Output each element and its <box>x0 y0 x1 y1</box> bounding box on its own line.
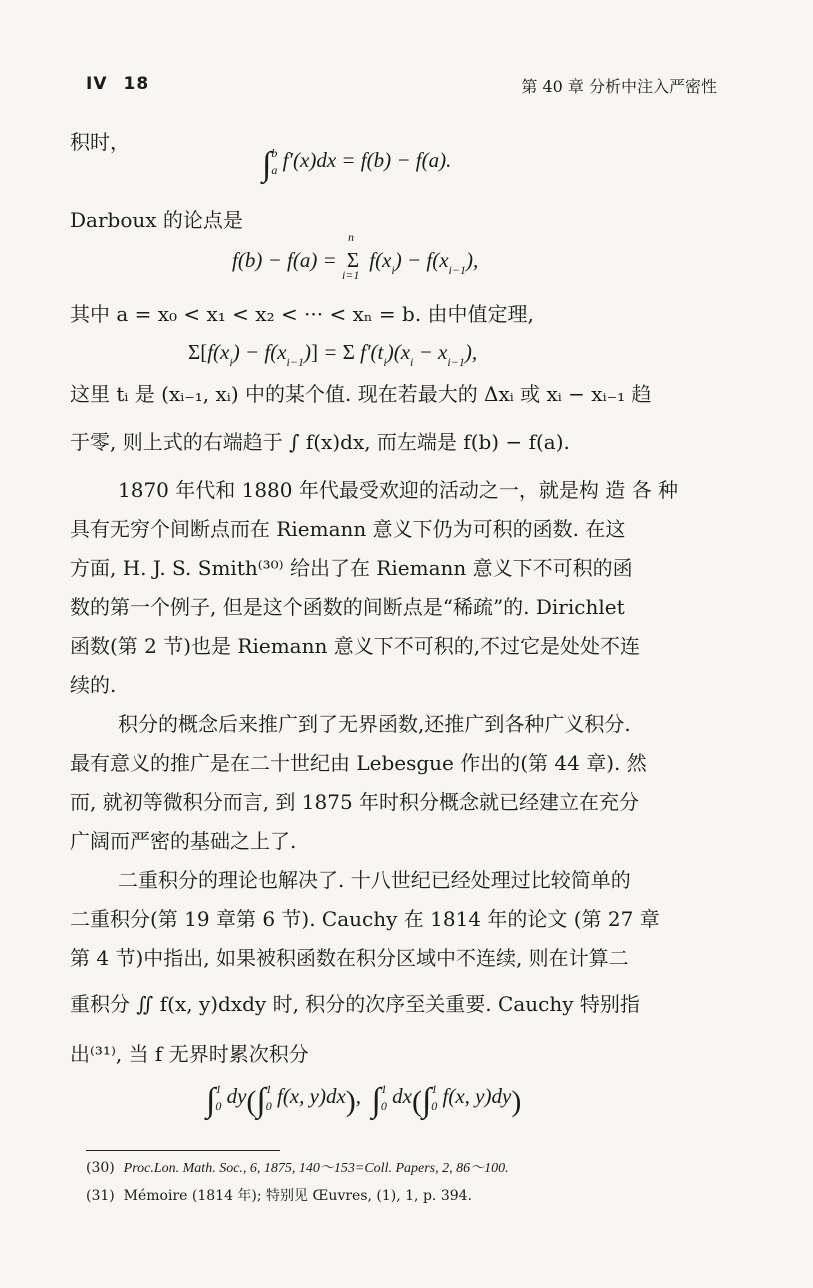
text-line: 这里 tᵢ 是 (xᵢ₋₁, xᵢ) 中的某个值. 现在若最大的 Δxᵢ 或 xᵢ − xᵢ₋₁ 趋 <box>70 382 652 406</box>
chapter-title: 第 40 章 分析中注入严密性 <box>521 77 717 96</box>
paragraph-3-line: 二重积分的理论也解决了. 十八世纪已经处理过比较简单的 <box>118 868 631 892</box>
paragraph-1-line: 函数(第 2 节)也是 Riemann 意义下不可积的,不过它是处处不连 <box>70 634 641 658</box>
sum-operator: n Σ i=1 <box>341 230 360 282</box>
paragraph-3-line: 二重积分(第 19 章第 6 节). Cauchy 在 1814 年的论文 (第 27 章 <box>70 907 660 931</box>
paragraph-1-line: 数的第一个例子, 但是这个函数的间断点是“稀疏”的. Dirichlet <box>70 595 625 619</box>
integral-sign: ∫ <box>262 146 272 183</box>
text-line: 其中 a = x₀ < x₁ < x₂ < ··· < xₙ = b. 由中值定理, <box>70 302 534 326</box>
equation-1-body: f′(x)dx = f(b) − f(a). <box>282 148 452 172</box>
paragraph-1-line: 方面, H. J. S. Smith⁽³⁰⁾ 给出了在 Riemann 意义下不可积的函 <box>70 556 633 580</box>
paragraph-3-line: 第 4 节)中指出, 如果被积函数在积分区域中不连续, 则在计算二 <box>70 946 629 970</box>
equation-1: $\int_a^b$ f′(x)dx = f(b) − f(a). <box>262 146 452 183</box>
footnote-30: (30) Proc.Lon. Math. Soc., 6, 1875, 140～153=Coll. Papers, 2, 86～100. <box>86 1160 509 1176</box>
paragraph-2-line: 而, 就初等微积分而言, 到 1875 年时积分概念就已经建立在充分 <box>70 790 640 814</box>
text-line: 积时， <box>70 130 130 154</box>
equation-2: f(b) − f(a) = n Σ i=1 $f(x_i) - f(x_{i-1})$, <box>232 230 479 282</box>
footnote-divider <box>86 1150 280 1151</box>
paragraph-3-line: 重积分 ∬ f(x, y)dxdy 时, 积分的次序至关重要. Cauchy 特别指 <box>70 992 640 1016</box>
text-line: Darboux 的论点是 <box>70 208 243 232</box>
paragraph-1-line: 1870 年代和 1880 年代最受欢迎的活动之一，就是构 造 各 种 <box>118 478 678 502</box>
paragraph-1-line: 具有无穷个间断点而在 Riemann 意义下仍为可积的函数. 在这 <box>70 517 626 541</box>
footnote-31: (31) Mémoire (1814 年); 特别见 Œuvres, (1), 1, p. 394. <box>86 1188 472 1204</box>
chapter-marker: IV <box>86 74 108 94</box>
paragraph-3-line: 出⁽³¹⁾, 当 f 无界时累次积分 <box>70 1042 309 1066</box>
equation-4: $\int_0^1$ $dy(\int_0^1$ f(x, y)dx), $\int_0^1$ $dx(\int_0^1$ f(x, y)dy) <box>206 1082 522 1119</box>
paragraph-2-line: 积分的概念后来推广到了无界函数,还推广到各种广义积分. <box>118 712 631 736</box>
page-number-block <box>86 74 165 94</box>
paragraph-2-line: 广阔而严密的基础之上了. <box>70 829 297 853</box>
text-line: 于零, 则上式的右端趋于 ∫ f(x)dx, 而左端是 f(b) − f(a). <box>70 430 570 454</box>
paragraph-2-line: 最有意义的推广是在二十世纪由 Lebesgue 作出的(第 44 章). 然 <box>70 751 647 775</box>
paragraph-1-line: 续的. <box>70 673 117 697</box>
page-number: 18 <box>123 74 150 94</box>
equation-3: $\Sigma[f(x_i) - f(x_{i-1})] = \Sigma$ $f'(t_i)(x_i - x_{i-1})$, <box>188 340 478 369</box>
page-header <box>86 74 717 100</box>
